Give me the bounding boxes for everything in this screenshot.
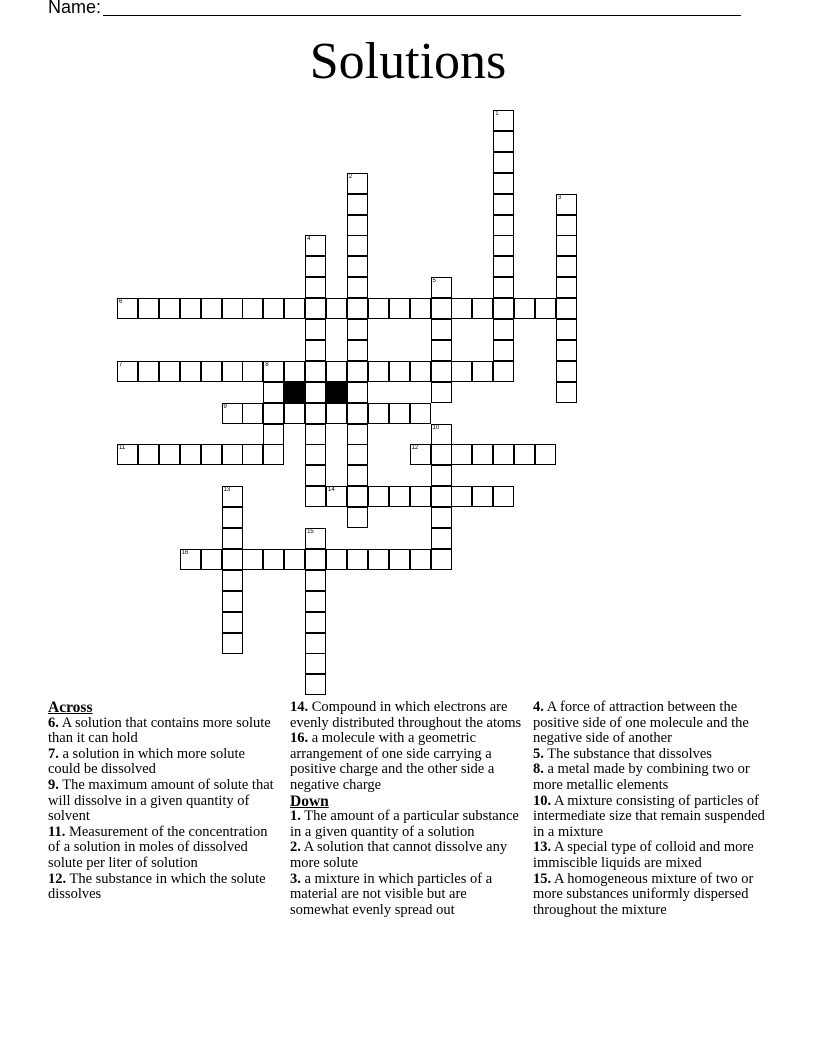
crossword-cell[interactable] [556,382,577,403]
across-heading: Across [48,699,93,716]
crossword-cell[interactable] [326,403,347,424]
crossword-cell[interactable] [305,235,326,256]
crossword-cell[interactable] [138,444,159,465]
crossword-cell[interactable] [222,570,243,591]
crossword-cell[interactable] [263,382,284,403]
crossword-cell[interactable] [222,361,243,382]
crossword-cell[interactable] [305,570,326,591]
crossword-cell[interactable] [305,277,326,298]
crossword-cell[interactable] [368,298,389,319]
clue-across-7 [48,747,280,778]
crossword-cell[interactable] [493,152,514,173]
clue-number: 4. [533,699,544,715]
crossword-cell[interactable] [326,549,347,570]
crossword-cell[interactable] [556,194,577,215]
clue-across-14 [290,700,522,731]
crossword-cell[interactable] [431,382,452,403]
crossword-cell[interactable] [347,256,368,277]
crossword-cell[interactable] [201,444,222,465]
clue-down-3 [290,872,522,919]
down-heading: Down [290,792,329,810]
crossword-cell[interactable] [222,591,243,612]
crossword-cell[interactable] [305,361,326,382]
crossword-cell[interactable] [117,298,138,319]
crossword-cell[interactable] [305,528,326,549]
crossword-cell[interactable] [201,361,222,382]
crossword-cell[interactable] [117,361,138,382]
crossword-cell[interactable] [493,361,514,382]
cell-number: 2 [348,173,353,180]
crossword-cell[interactable] [305,549,326,570]
crossword-cell[interactable] [493,235,514,256]
crossword-cell[interactable] [431,465,452,486]
crossword-cell[interactable] [305,633,326,654]
shaded-cell [284,382,305,403]
clue-column-1 [48,700,280,903]
clue-number: 16. [290,730,309,747]
clue-text: A mixture consisting of particles of intermediate size that remain suspended in a mixture [533,792,765,840]
crossword-cell[interactable] [305,319,326,340]
clue-down-13 [533,840,765,871]
clue-down-1 [290,809,522,840]
crossword-cell[interactable] [556,256,577,277]
crossword-cell[interactable] [263,403,284,424]
crossword-cell[interactable] [514,298,535,319]
crossword-cell[interactable] [159,361,180,382]
cell-number: 6 [119,299,123,306]
clue-number: 13. [533,839,552,856]
crossword-cell[interactable] [493,277,514,298]
cell-number: 3 [557,194,562,201]
crossword-cell[interactable] [389,486,410,507]
crossword-cell[interactable] [242,549,263,570]
crossword-cell[interactable] [222,403,243,424]
crossword-cell[interactable] [347,319,368,340]
cell-number: 11 [119,445,126,452]
clue-number: 10. [533,792,552,809]
crossword-cell[interactable] [472,361,493,382]
crossword-cell[interactable] [493,486,514,507]
crossword-cell[interactable] [431,528,452,549]
crossword-cell[interactable] [347,194,368,215]
crossword-cell[interactable] [556,361,577,382]
crossword-cell[interactable] [493,173,514,194]
crossword-cell[interactable] [138,298,159,319]
crossword-cell[interactable] [305,612,326,633]
crossword-cell[interactable] [493,340,514,361]
crossword-cell[interactable] [556,277,577,298]
crossword-cell[interactable] [493,298,514,319]
crossword-cell[interactable] [410,444,431,465]
crossword-cell[interactable] [222,612,243,633]
crossword-cell[interactable] [347,403,368,424]
clue-text: a molecule with a geometric arrangement of one side carrying a positive charge and the other side a negative charge [290,730,495,793]
crossword-cell[interactable] [431,340,452,361]
crossword-cell[interactable] [472,486,493,507]
crossword-cell[interactable] [347,298,368,319]
crossword-cell[interactable] [431,424,452,445]
crossword-cell[interactable] [305,256,326,277]
crossword-cell[interactable] [284,298,305,319]
cell-number: 16 [181,549,189,556]
crossword-cell[interactable] [431,277,452,298]
crossword-cell[interactable] [368,486,389,507]
crossword-cell[interactable] [263,298,284,319]
clue-text: The maximum amount of solute that will dissolve in a given quantity of solvent [48,776,274,825]
crossword-cell[interactable] [305,340,326,361]
crossword-cell[interactable] [493,444,514,465]
crossword-cell[interactable] [556,298,577,319]
crossword-cell[interactable] [389,403,410,424]
clue-down-8 [533,762,765,793]
crossword-cell[interactable] [556,215,577,236]
crossword-cell[interactable] [347,507,368,528]
clue-across-12 [48,872,280,903]
clue-text: A force of attraction between the positive side of one molecule and the negative side of another [533,699,749,747]
crossword-cell[interactable] [201,549,222,570]
crossword-cell[interactable] [389,361,410,382]
crossword-cell[interactable] [514,444,535,465]
crossword-cell[interactable] [431,549,452,570]
crossword-cell[interactable] [180,444,201,465]
cell-number: 4 [307,236,311,243]
crossword-cell[interactable] [242,298,263,319]
crossword-cell[interactable] [347,424,368,445]
clue-text: Measurement of the concentration of a solution in moles of dissolved solute per liter of solution [48,823,268,871]
shaded-cell [326,382,347,403]
crossword-cell[interactable] [284,361,305,382]
crossword-cell[interactable] [431,361,452,382]
clue-text: a solution in which more solute could be dissolved [48,745,245,778]
crossword-cell[interactable] [389,549,410,570]
crossword-cell[interactable] [410,298,431,319]
crossword-cell[interactable] [493,215,514,236]
crossword-cell[interactable] [472,444,493,465]
clue-across-9 [48,778,280,825]
puzzle-title: Solutions [309,33,507,90]
crossword-cell[interactable] [410,549,431,570]
clue-text: a mixture in which particles of a material are not visible but are somewhat evenly spread out [290,870,493,918]
crossword-cell[interactable] [242,444,263,465]
crossword-cell[interactable] [431,298,452,319]
crossword-cell[interactable] [284,403,305,424]
clue-number: 1. [290,808,301,825]
clue-down-5 [533,747,765,763]
crossword-cell[interactable] [493,319,514,340]
crossword-cell[interactable] [159,444,180,465]
crossword-cell[interactable] [451,298,472,319]
crossword-cell[interactable] [326,486,347,507]
crossword-cell[interactable] [180,361,201,382]
crossword-cell[interactable] [222,486,243,507]
crossword-cell[interactable] [368,403,389,424]
clue-column-2 [290,700,522,918]
cell-number: 14 [328,487,335,494]
clue-number: 5. [533,745,544,762]
crossword-cell[interactable] [305,403,326,424]
cell-number: 13 [223,487,231,494]
clue-column-3 [533,700,765,918]
crossword-cell[interactable] [222,298,243,319]
clue-text: Compound in which electrons are evenly distributed throughout the atoms [290,699,522,731]
crossword-cell[interactable] [493,131,514,152]
crossword-cell[interactable] [222,549,243,570]
crossword-cell[interactable] [305,444,326,465]
crossword-cell[interactable] [493,194,514,215]
crossword-cell[interactable] [242,361,263,382]
clue-text: A special type of colloid and more immiscible liquids are mixed [533,839,754,871]
clue-text: A solution that cannot dissolve any more solute [290,839,508,871]
crossword-cell[interactable] [263,549,284,570]
cell-number: 9 [223,403,227,410]
cell-number: 7 [119,361,123,368]
crossword-cell[interactable] [180,298,201,319]
clue-number: 6. [48,714,59,731]
crossword-cell[interactable] [347,361,368,382]
clue-down-10 [533,794,765,841]
cell-number: 15 [307,529,314,535]
clue-text: The substance that dissolves [547,745,712,762]
crossword-cell[interactable] [305,298,326,319]
crossword-cell[interactable] [472,298,493,319]
crossword-cell[interactable] [347,382,368,403]
crossword-cell[interactable] [263,361,284,382]
crossword-cell[interactable] [180,549,201,570]
cell-number: 1 [495,111,499,117]
clue-text: a metal made by combining two or more metallic elements [533,761,750,793]
crossword-cell[interactable] [368,361,389,382]
crossword-cell[interactable] [347,215,368,236]
clue-text: The substance in which the solute dissolves [48,870,266,903]
crossword-cell[interactable] [347,465,368,486]
crossword-cell[interactable] [305,382,326,403]
clue-number: 3. [290,870,301,887]
crossword-cell[interactable] [347,277,368,298]
clue-number: 8. [533,761,544,778]
crossword-cell[interactable] [201,298,222,319]
crossword-cell[interactable] [263,424,284,445]
crossword-cell[interactable] [389,298,410,319]
crossword-cell[interactable] [222,444,243,465]
crossword-cell[interactable] [535,444,556,465]
clue-number: 2. [290,839,301,856]
clue-down-15 [533,872,765,919]
crossword-cell[interactable] [159,298,180,319]
clue-number: 11. [48,823,66,840]
crossword-cell[interactable] [431,486,452,507]
crossword-cell[interactable] [305,674,326,695]
crossword-cell[interactable] [242,403,263,424]
clue-number: 9. [48,776,59,793]
crossword-cell[interactable] [431,507,452,528]
crossword-cell[interactable] [451,486,472,507]
crossword-cell[interactable] [347,235,368,256]
crossword-cell[interactable] [326,361,347,382]
crossword-cell[interactable] [222,633,243,654]
crossword-cell[interactable] [347,173,368,194]
clue-down-4 [533,700,765,747]
crossword-cell[interactable] [556,235,577,256]
crossword-cell[interactable] [493,110,514,131]
crossword-cell[interactable] [431,319,452,340]
crossword-cell[interactable] [410,486,431,507]
cell-number: 10 [432,424,440,431]
clue-across-11 [48,825,280,872]
cell-number: 5 [432,278,436,285]
clue-text: The amount of a particular substance in a given quantity of a solution [290,808,519,840]
crossword-cell[interactable] [117,444,138,465]
crossword-cell[interactable] [556,319,577,340]
cell-number: 12 [411,445,419,452]
crossword-cell[interactable] [347,549,368,570]
clue-number: 7. [48,745,59,762]
crossword-cell[interactable] [451,444,472,465]
crossword-cell[interactable] [410,361,431,382]
crossword-cell[interactable] [222,507,243,528]
crossword-cell[interactable] [347,486,368,507]
crossword-cell[interactable] [556,340,577,361]
clue-number: 14. [290,699,309,715]
crossword-cell[interactable] [222,528,243,549]
crossword-cell[interactable] [305,465,326,486]
clue-text: A solution that contains more solute than it can hold [48,714,271,747]
name-label: Name: [48,0,102,17]
crossword-cell[interactable] [326,298,347,319]
clue-across-16 [290,731,522,793]
crossword-cell[interactable] [284,549,305,570]
clue-number: 15. [533,870,552,887]
crossword-cell[interactable] [263,444,284,465]
crossword-cell[interactable] [431,444,452,465]
clue-text: A homogeneous mixture of two or more substances uniformly dispersed throughout the mixture [533,870,754,918]
crossword-cell[interactable] [410,403,431,424]
crossword-cell[interactable] [305,424,326,445]
clue-number: 12. [48,870,67,887]
crossword-cell[interactable] [138,361,159,382]
crossword-cell[interactable] [305,486,326,507]
crossword-cell[interactable] [451,361,472,382]
crossword-cell[interactable] [305,653,326,674]
crossword-cell[interactable] [493,256,514,277]
clue-down-2 [290,840,522,871]
crossword-cell[interactable] [535,298,556,319]
crossword-cell[interactable] [347,444,368,465]
clue-across-6 [48,716,280,747]
cell-number: 8 [265,361,269,368]
crossword-cell[interactable] [305,591,326,612]
crossword-cell[interactable] [368,549,389,570]
crossword-cell[interactable] [347,340,368,361]
